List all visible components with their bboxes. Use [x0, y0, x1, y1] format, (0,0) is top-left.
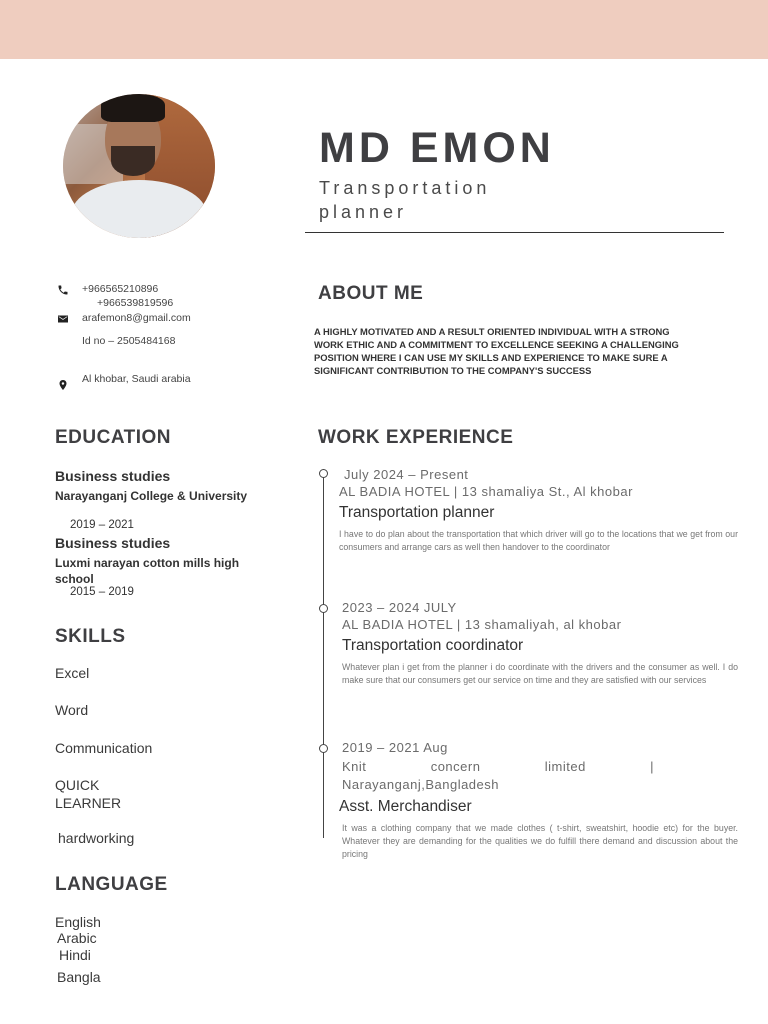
skill-item: Word [55, 702, 89, 718]
id-number: Id no – 2505484168 [82, 335, 176, 347]
timeline-dot [319, 744, 328, 753]
candidate-title: Transportation planner [319, 178, 491, 222]
language-item: English [55, 914, 101, 930]
education-degree: Business studies [55, 535, 171, 551]
phone-secondary: +966539819596 [97, 297, 174, 309]
language-item: Hindi [59, 947, 91, 963]
mail-icon [57, 313, 69, 325]
timeline-dot [319, 469, 328, 478]
education-school: Luxmi narayan cotton mills high school [55, 556, 240, 586]
education-degree: Business studies [55, 468, 171, 484]
job-description: Whatever plan i get from the planner i do coordinate with the drivers and the consumer as well. I do make sure that our consumers get our service on time and they are satisfied with our services [342, 662, 738, 685]
title-divider [305, 232, 724, 233]
job-role: Asst. Merchandiser [339, 798, 472, 815]
skill-item: Excel [55, 665, 90, 681]
candidate-name: MD EMON [319, 124, 555, 172]
work-experience-heading: WORK EXPERIENCE [318, 427, 514, 448]
skill-item: QUICK LEARNER [55, 777, 122, 811]
education-school: Narayanganj College & University [55, 489, 248, 503]
job-role: Transportation coordinator [342, 637, 524, 654]
language-item: Arabic [57, 930, 97, 946]
skill-item: hardworking [58, 830, 135, 846]
education-years: 2019 – 2021 [70, 519, 134, 531]
language-item: Bangla [57, 969, 101, 985]
job-role: Transportation planner [339, 504, 495, 521]
language-heading: LANGUAGE [55, 874, 168, 895]
job-company-location: Narayanganj,Bangladesh [342, 777, 499, 792]
location-pin-icon [57, 379, 69, 391]
top-accent-bar [0, 0, 768, 59]
job-description: I have to do plan about the transportation that which driver will go to the locations that we get from our consumers and arrange cars as well then handover to the coordinator [339, 529, 738, 552]
timeline-dot [319, 604, 328, 613]
job-description: It was a clothing company that we made clothes ( t-shirt, sweatshirt, hoodie etc) for the buyer. Whatever they are demanding for the qualities we do fulfill there demand and discussion about the pricing [342, 823, 738, 859]
phone-primary: +966565210896 [82, 283, 159, 295]
education-heading: EDUCATION [55, 427, 172, 448]
about-text: A HIGHLY MOTIVATED AND A RESULT ORIENTED INDIVIDUAL WITH A STRONG WORK ETHIC AND A COMMITMENT TO EXCELLENCE SEEKING A CHALLENGING POSITION WHERE I CAN USE MY SKILLS AND EXPERIENCE TO MAKE SURE A SIGNIFICANT CONTRIBUTION TO THE COMPANY'S SUCCESS [314, 326, 679, 376]
timeline-line [323, 476, 324, 838]
job-date: 2019 – 2021 Aug [342, 740, 448, 755]
profile-photo [63, 94, 215, 238]
about-heading: ABOUT ME [318, 283, 424, 304]
phone-icon [57, 284, 69, 296]
location: Al khobar, Saudi arabia [82, 373, 191, 385]
email-address: arafemon8@gmail.com [82, 312, 191, 324]
skill-item: Communication [55, 740, 153, 756]
job-company: AL BADIA HOTEL | 13 shamaliya St., Al khobar [339, 484, 633, 499]
skills-heading: SKILLS [55, 626, 126, 647]
job-company: AL BADIA HOTEL | 13 shamaliyah, al khobar [342, 617, 622, 632]
job-date: July 2024 – Present [344, 467, 469, 482]
education-years: 2015 – 2019 [70, 586, 134, 598]
job-date: 2023 – 2024 JULY [342, 600, 457, 615]
job-company: Knit concern limited | [342, 759, 654, 774]
